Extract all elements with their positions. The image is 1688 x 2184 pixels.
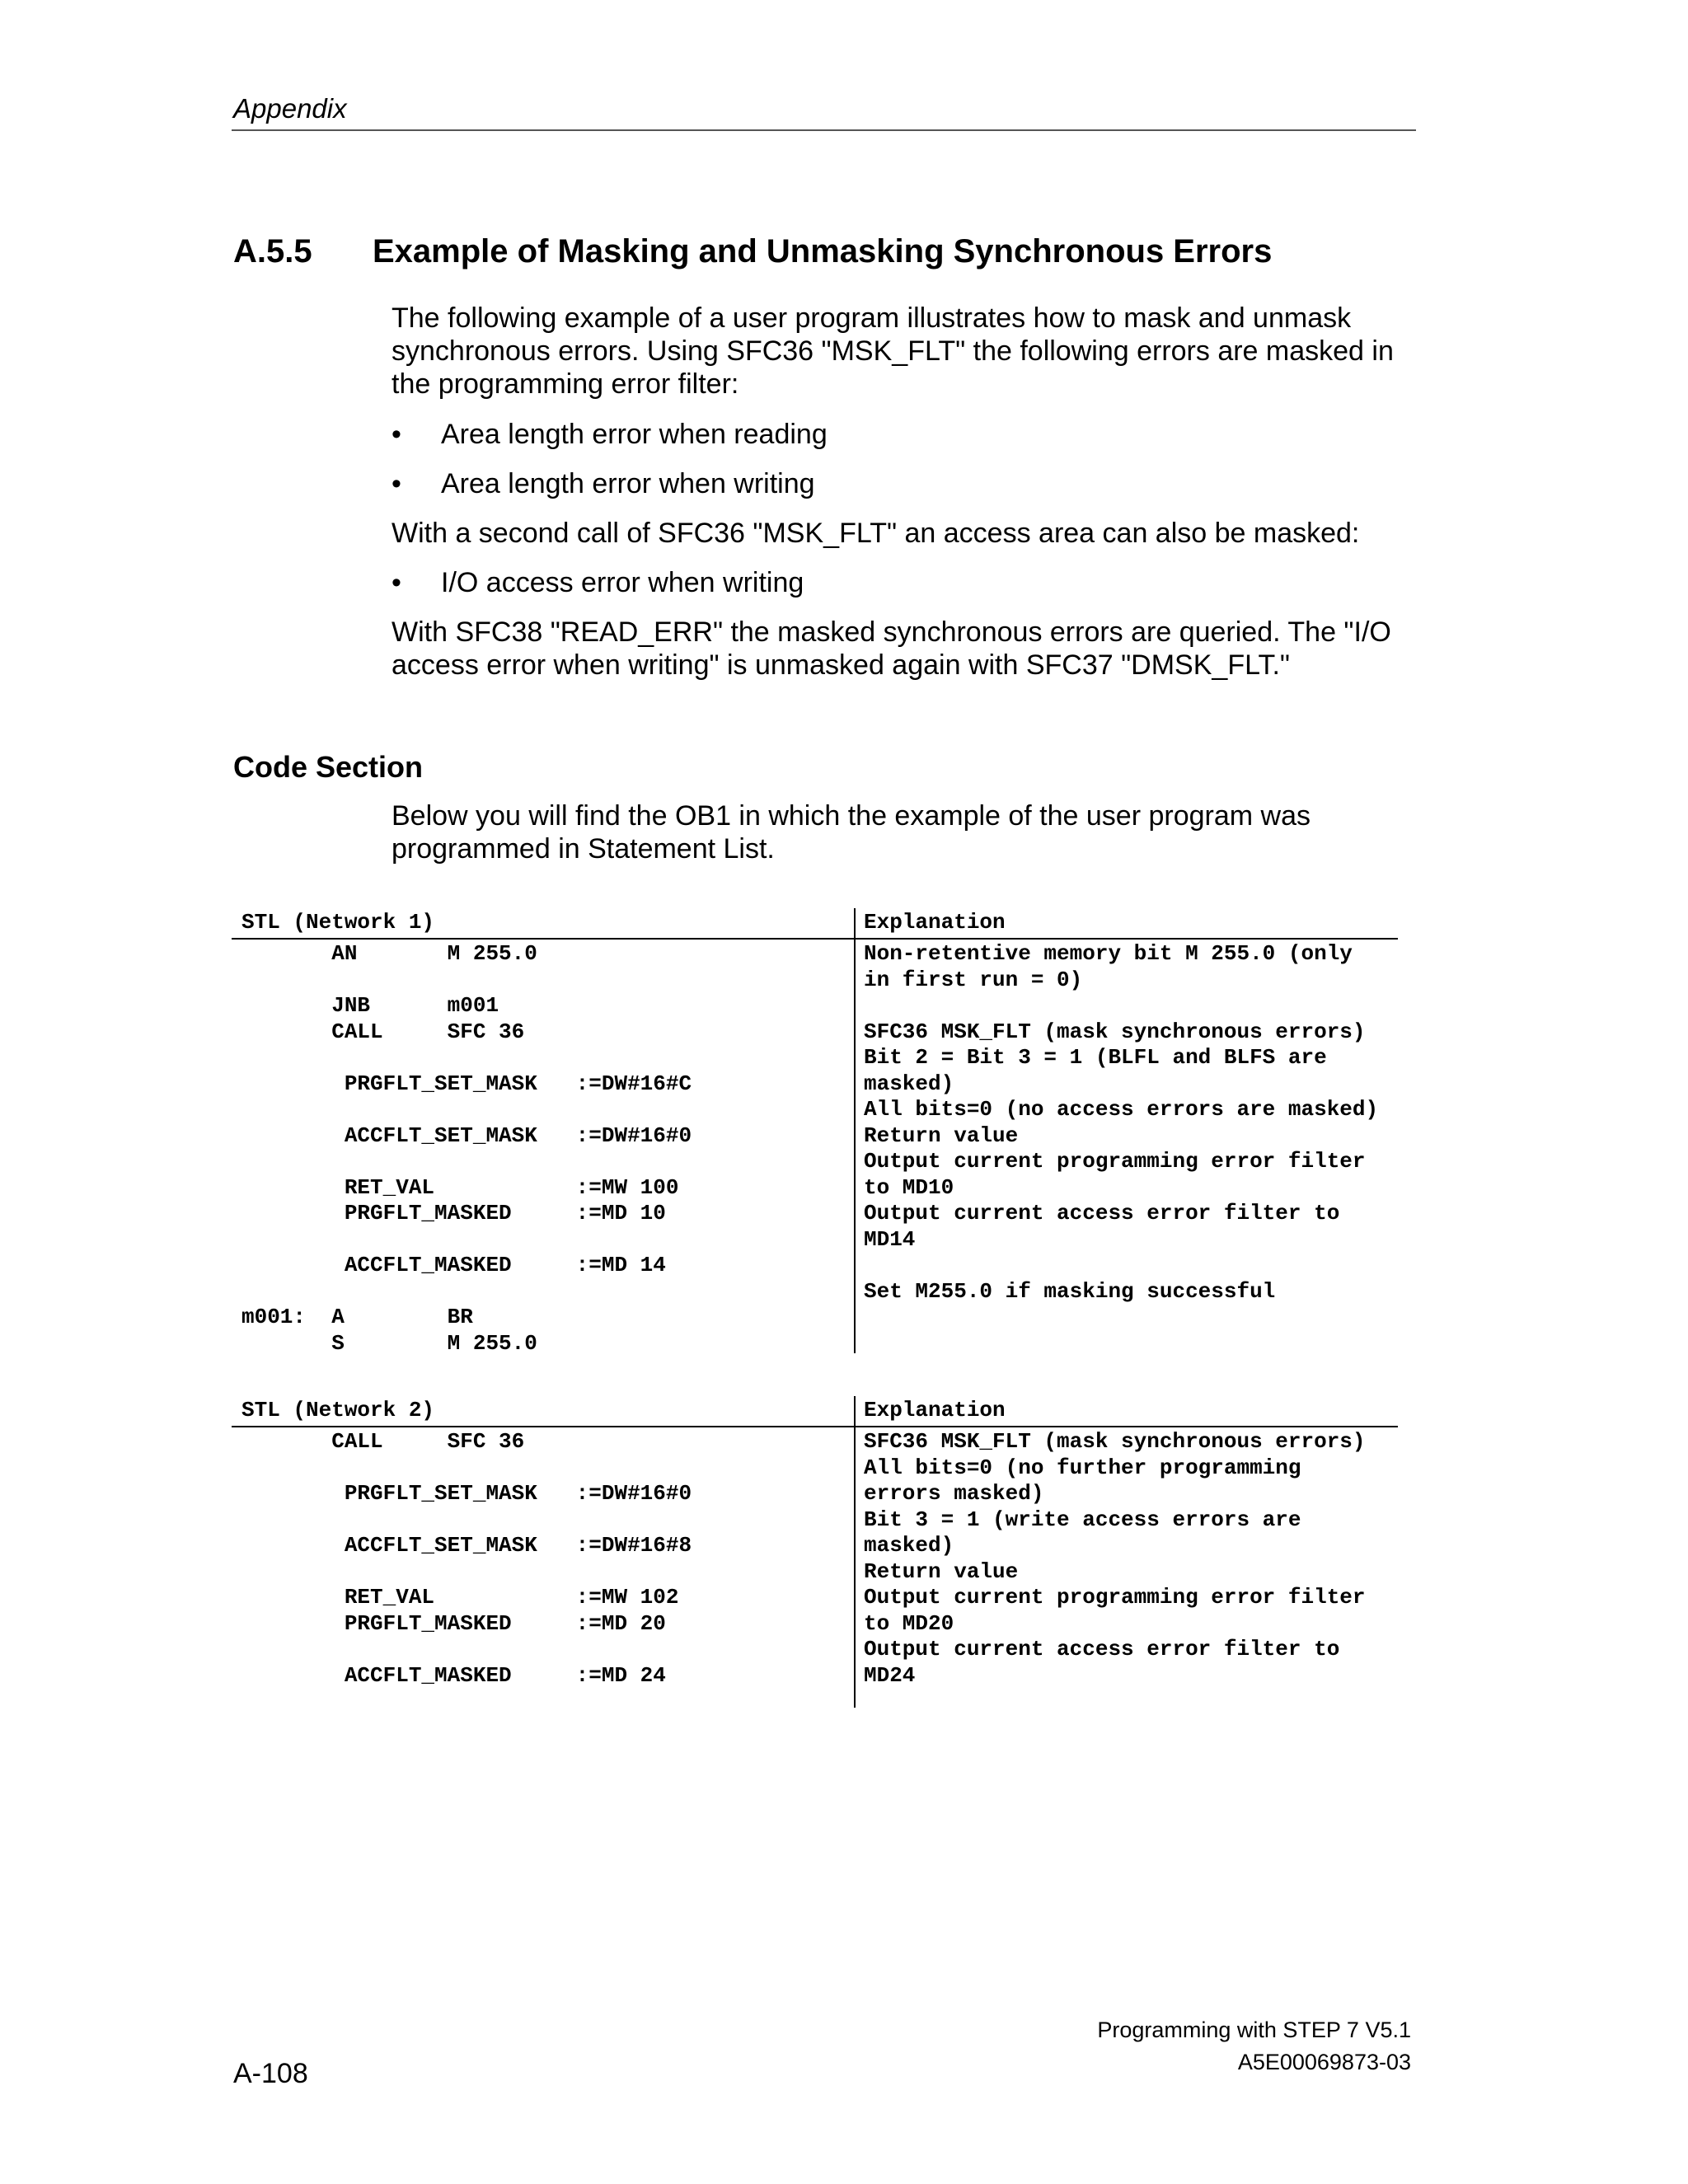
explanation-line: Return value <box>864 1122 1019 1148</box>
code-line <box>241 1507 692 1534</box>
explanation-line: SFC36 MSK_FLT (mask synchronous errors) <box>864 1019 1366 1044</box>
explanation-line: to MD10 <box>864 1174 954 1200</box>
explanation-line: SFC36 MSK_FLT (mask synchronous errors) <box>864 1429 1366 1454</box>
code-line: PRGFLT_SET_MASK :=DW#16#0 <box>241 1481 692 1506</box>
network2-column-divider <box>854 1396 856 1708</box>
section-title: Example of Masking and Unmasking Synchronous Errors <box>373 233 1273 269</box>
running-header: Appendix <box>233 93 347 124</box>
network2-header-left: STL (Network 2) <box>241 1398 435 1422</box>
code-line: ACCFLT_MASKED :=MD 24 <box>241 1662 666 1688</box>
explanation-line: Output current programming error filter <box>864 1149 1366 1174</box>
bullet-icon: • <box>392 468 401 499</box>
code-line <box>241 968 692 994</box>
code-line: CALL SFC 36 <box>241 1429 525 1454</box>
section-number: A.5.5 <box>233 233 312 269</box>
explanation-line: masked) <box>864 1533 954 1558</box>
document-number: A5E00069873-03 <box>1237 2050 1411 2074</box>
intro-line: the programming error filter: <box>392 368 739 400</box>
network1-code <box>241 941 692 1357</box>
explanation-line: MD24 <box>864 1662 916 1688</box>
intro-line: The following example of a user program illustrates how to mask and unmask <box>392 302 1352 334</box>
header-rule <box>232 129 1416 131</box>
bullet-icon: • <box>392 419 401 450</box>
code-line: PRGFLT_SET_MASK :=DW#16#C <box>241 1071 692 1096</box>
code-line <box>241 1279 692 1305</box>
explanation-line: masked) <box>864 1071 954 1096</box>
explanation-line: Non-retentive memory bit M 255.0 (only <box>864 941 1353 966</box>
network2-header-rule <box>232 1426 1398 1427</box>
code-line: S M 255.0 <box>241 1330 537 1356</box>
code-line: JNB m001 <box>241 993 499 1018</box>
code-line: RET_VAL :=MW 102 <box>241 1585 679 1610</box>
network2-code <box>241 1429 692 1689</box>
explanation-line: Return value <box>864 1558 1019 1584</box>
code-line: CALL SFC 36 <box>241 1019 525 1044</box>
network2-header-right: Explanation <box>864 1398 1006 1422</box>
explanation-line: Bit 2 = Bit 3 = 1 (BLFL and BLFS are <box>864 1045 1327 1070</box>
code-line <box>241 1045 692 1071</box>
network2-explanation <box>864 1429 1366 1689</box>
code-line <box>241 1227 692 1254</box>
code-line: PRGFLT_MASKED :=MD 20 <box>241 1610 666 1636</box>
network1-header-rule <box>232 938 1398 940</box>
page-number: A-108 <box>233 2058 308 2089</box>
explanation-line: Output current access error filter to <box>864 1637 1340 1661</box>
explanation-line: All bits=0 (no further programming <box>864 1455 1301 1480</box>
explanation-line: MD14 <box>864 1226 916 1252</box>
code-line: ACCFLT_SET_MASK :=DW#16#0 <box>241 1122 692 1148</box>
code-line: PRGFLT_MASKED :=MD 10 <box>241 1201 666 1226</box>
explanation-line: Output current programming error filter <box>864 1585 1366 1610</box>
closing-paragraph: With SFC38 "READ_ERR" the masked synchronous errors are queried. The "I/O access error when writing" is unmasked again with SFC37 "DMSK_FLT." <box>392 616 1391 681</box>
code-line <box>241 1455 692 1482</box>
second-call-paragraph: With a second call of SFC36 "MSK_FLT" an access area can also be masked: <box>392 518 1360 549</box>
explanation-line: to MD20 <box>864 1610 954 1636</box>
explanation-line: Bit 3 = 1 (write access errors are <box>864 1507 1301 1532</box>
intro-line: synchronous errors. Using SFC36 "MSK_FLT" the following errors are masked in <box>392 335 1394 367</box>
code-line: AN M 255.0 <box>241 941 537 966</box>
intro-paragraph <box>392 302 1414 401</box>
code-line <box>241 1637 692 1663</box>
manual-title: Programming with STEP 7 V5.1 <box>1097 2018 1411 2042</box>
code-line: ACCFLT_MASKED :=MD 14 <box>241 1253 666 1277</box>
explanation-line: Set M255.0 if masking successful <box>864 1278 1276 1304</box>
explanation-line <box>864 993 1378 1019</box>
code-line: RET_VAL :=MW 100 <box>241 1174 679 1200</box>
code-line: ACCFLT_SET_MASK :=DW#16#8 <box>241 1533 692 1558</box>
code-section-heading: Code Section <box>233 750 424 784</box>
explanation-line: errors masked) <box>864 1481 1044 1506</box>
code-line <box>241 1149 692 1175</box>
explanation-line <box>864 1253 1378 1279</box>
code-line <box>241 1559 692 1586</box>
code-section-description: Below you will find the OB1 in which the example of the user program was programmed in Statement List. <box>392 800 1311 865</box>
network1-header-right: Explanation <box>864 910 1006 935</box>
code-line <box>241 1097 692 1123</box>
explanation-line: in first run = 0) <box>864 967 1083 992</box>
code-line: m001: A BR <box>241 1305 473 1329</box>
network1-column-divider <box>854 908 856 1353</box>
bullet-icon: • <box>392 567 401 598</box>
explanation-line: Output current access error filter to <box>864 1201 1340 1226</box>
network1-explanation <box>864 941 1378 1305</box>
network1-header-left: STL (Network 1) <box>241 910 435 935</box>
explanation-line: All bits=0 (no access errors are masked) <box>864 1097 1379 1122</box>
